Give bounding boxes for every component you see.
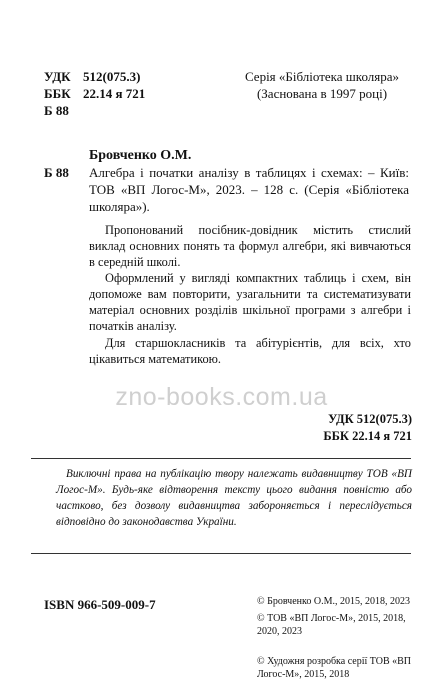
bottom-udk: УДК 512(075.3) (328, 412, 412, 426)
bib-code: Б 88 (44, 165, 69, 180)
series-title: Серія «Бібліотека школяра» (244, 69, 400, 84)
bottom-bbk: ББК 22.14 я 721 (323, 429, 412, 443)
audience-paragraph: Для старшокласників та абітурієнтів, для всіх, хто цікавиться математикою. (89, 336, 411, 366)
description-paragraph: Оформлений у вигляді компактних таблиць і схем, він допоможе вам повторити, узагальнити та систематизувати матеріал основних розділів шкільної програми з алгебри і початків аналізу. (89, 271, 411, 333)
series-founded: (Заснована в 1997 році) (256, 86, 388, 101)
isbn: ISBN 966-509-009-7 (44, 597, 156, 612)
description-paragraph: Пропонований посібник-довідник містить стислий виклад основних понять та формул алгебри, які вивчаються в середній школі. (89, 223, 411, 269)
bottom-classification (323, 411, 412, 445)
bbk-value: 22.14 я 721 (83, 86, 146, 101)
series-block (232, 68, 412, 102)
copyright-author: © Бровченко О.М., 2015, 2018, 2023 (257, 596, 410, 607)
bibliographic-entry: Алгебра і початки аналізу в таблицях і схемах: – Київ: ТОВ «ВП Логос-М», 2023. – 128 с. (Серія «Бібліотека школяра»). (89, 165, 409, 214)
rights-notice: Виключні права на публікацію твору належать видавництву ТОВ «ВП Логос-М». Будь-яке відтворення тексту цього видання повністю або частково, без дозволу видавництва забороняється і переслідується відповідно до законодавства України. (56, 468, 412, 528)
bbk-label: ББК (44, 86, 71, 101)
copyright-design: © Художня розробка серії ТОВ «ВП Логос-М», 2015, 2018 (257, 656, 412, 680)
udk-value: 512(075.3) (83, 69, 141, 84)
udk-label: УДК (44, 69, 71, 84)
watermark: zno-books.com.ua (115, 383, 328, 411)
classification-block (44, 68, 145, 119)
copyright-publisher: © ТОВ «ВП Логос-М», 2015, 2018, 2020, 2023 (257, 613, 406, 637)
author-name: Бровченко О.М. (89, 148, 192, 163)
author-code: Б 88 (44, 103, 69, 118)
